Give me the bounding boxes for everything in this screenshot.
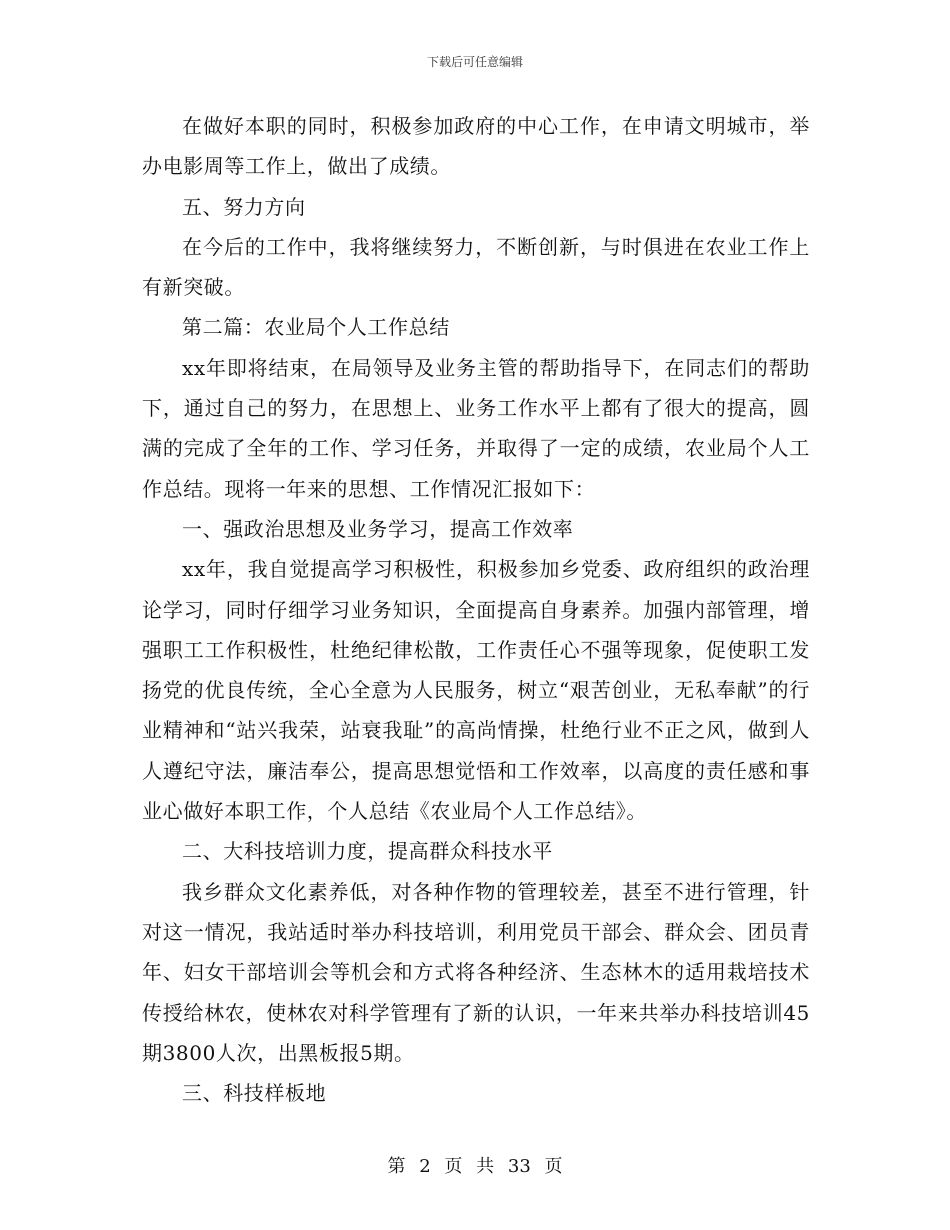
section-heading-1: 一、强政治思想及业务学习，提高工作效率 (182, 516, 574, 541)
footer-label-page: 第 (387, 1156, 406, 1177)
article-title: 第二篇：农业局个人工作总结 (182, 315, 450, 340)
footer-total-pages: 33 (507, 1156, 531, 1177)
footer-label-total-unit: 页 (544, 1156, 563, 1177)
document-body (142, 106, 810, 1113)
paragraph-section-2: 我乡群众文化素养低，对各种作物的管理较差，甚至不进行管理，针对这一情况，我站适时举办科技培训，利用党员干部会、群众会、团员青年、妇女干部培训会等机会和方式将各种经济、生态林木的适用栽培技术传授给林农，使林农对科学管理有了新的认识，一年来共举办科技培训45期3800人次，出黑板报5期。 (142, 879, 810, 1065)
footer-current-page: 2 (419, 1156, 431, 1177)
page-number-footer (0, 1152, 950, 1178)
paragraph-intro: xx年即将结束，在局领导及业务主管的帮助指导下，在同志们的帮助下，通过自己的努力，在思想上、业务工作水平上都有了很大的提高，圆满的完成了全年的工作、学习任务，并取得了一定的成绩，农业局个人工作总结。现将一年来的思想、工作情况汇报如下： (142, 355, 810, 501)
paragraph-1: 在做好本职的同时，积极参加政府的中心工作，在申请文明城市，举办电影周等工作上，做出了成绩。 (142, 114, 810, 179)
paragraph-section-1: xx年，我自觉提高学习积极性，积极参加乡党委、政府组织的政治理论学习，同时仔细学习业务知识，全面提高自身素养。加强内部管理，增强职工工作积极性，杜绝纪律松散，工作责任心不强等现象，促使职工发扬党的优良传统，全心全意为人民服务，树立“艰苦创业，无私奉献”的行业精神和“站兴我荣，站衰我耻”的高尚情操，杜绝行业不正之风，做到人人遵纪守法，廉洁奉公，提高思想觉悟和工作效率，以高度的责任感和事业心做好本职工作，个人总结《农业局个人工作总结》。 (142, 557, 810, 824)
page-header-note: 下载后可任意编辑 (426, 55, 523, 69)
section-heading-2: 二、大科技培训力度，提高群众科技水平 (182, 839, 553, 864)
section-heading-3: 三、科技样板地 (182, 1081, 327, 1106)
section-heading-5: 五、努力方向 (182, 194, 306, 219)
footer-label-page-unit: 页 (444, 1156, 463, 1177)
paragraph-2: 在今后的工作中，我将继续努力，不断创新，与时俱进在农业工作上有新突破。 (142, 234, 810, 300)
footer-label-total: 共 (476, 1156, 495, 1177)
